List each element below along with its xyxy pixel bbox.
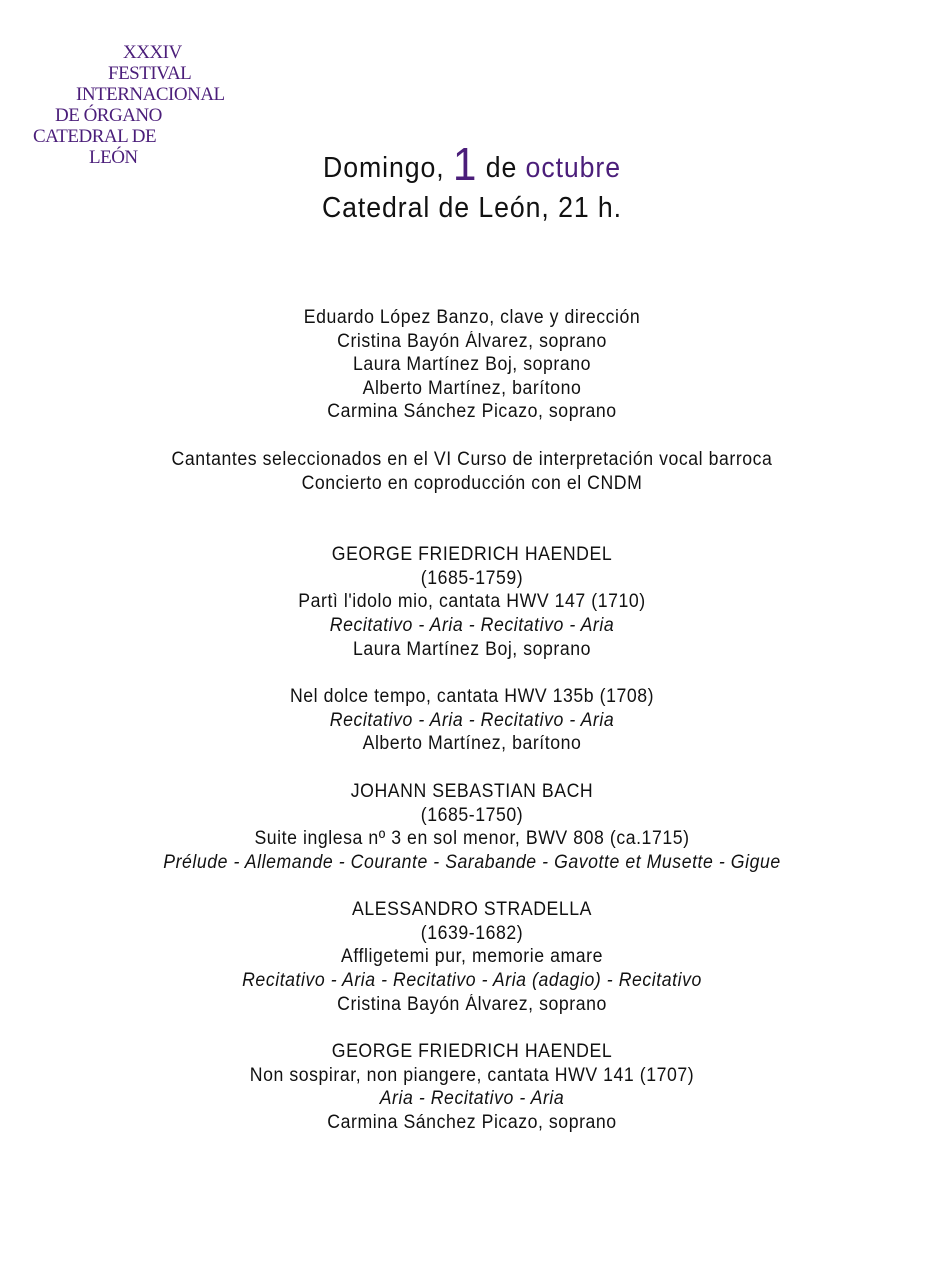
composer: ALESSANDRO STRADELLA [352, 899, 592, 921]
program-item [0, 780, 944, 874]
work-title: Partì l'idolo mio, cantata HWV 147 (1710) [298, 591, 646, 613]
work-title: Nel dolce tempo, cantata HWV 135b (1708) [289, 686, 655, 708]
work-title: Affligetemi pur, memorie amare [341, 946, 603, 968]
note: Concierto en coproducción con el CNDM [301, 472, 643, 494]
performer: Carmina Sánchez Picazo, soprano [327, 401, 617, 423]
work-performer: Alberto Martínez, barítono [362, 733, 582, 755]
logo-line: INTERNACIONAL [76, 84, 225, 105]
day-number: 1 [452, 138, 478, 190]
logo-line: LEÓN [89, 147, 138, 168]
composer: JOHANN SEBASTIAN BACH [350, 780, 594, 802]
date-preposition: de [485, 152, 518, 184]
concert-date [38, 138, 906, 190]
concert-notes [0, 448, 944, 495]
performer: Eduardo López Banzo, clave y dirección [303, 307, 641, 328]
logo-line: XXXIV [123, 42, 182, 63]
logo-line: DE ÓRGANO [55, 105, 162, 126]
program-item [0, 685, 944, 756]
program-item [0, 1040, 944, 1134]
program-item [0, 543, 944, 661]
composer-dates: (1685-1750) [420, 804, 524, 826]
performer: Cristina Bayón Álvarez, soprano [337, 330, 607, 352]
venue-time: Catedral de León, 21 h. [321, 192, 623, 224]
composer: GEORGE FRIEDRICH HAENDEL [331, 544, 613, 566]
weekday: Domingo, [323, 152, 445, 184]
work-performer: Laura Martínez Boj, soprano [352, 638, 592, 660]
performer: Alberto Martínez, barítono [362, 377, 582, 399]
program-item [0, 898, 944, 1016]
composer-dates: (1639-1682) [420, 922, 524, 944]
movements: Recitativo - Aria - Recitativo - Aria [329, 709, 615, 731]
movements: Recitativo - Aria - Recitativo - Aria (adagio) - Recitativo [242, 970, 702, 992]
movements: Prélude - Allemande - Courante - Sarabande - Gavotte et Musette - Gigue [163, 851, 781, 873]
work-title: Non sospirar, non piangere, cantata HWV 141 (1707) [249, 1064, 695, 1086]
work-performer: Cristina Bayón Álvarez, soprano [337, 993, 607, 1015]
concert-header [38, 138, 906, 226]
work-performer: Carmina Sánchez Picazo, soprano [327, 1112, 617, 1134]
logo-line: CATEDRAL DE [33, 126, 157, 147]
concert-program [0, 306, 944, 1135]
movements: Aria - Recitativo - Aria [379, 1088, 565, 1110]
composer-dates: (1685-1759) [420, 567, 524, 589]
note: Cantantes seleccionados en el VI Curso de interpretación vocal barroca [171, 448, 773, 470]
logo-line: FESTIVAL [108, 63, 192, 84]
month: octubre [525, 152, 621, 184]
composer: GEORGE FRIEDRICH HAENDEL [331, 1041, 613, 1063]
work-title: Suite inglesa nº 3 en sol menor, BWV 808 (ca.1715) [254, 828, 690, 850]
movements: Recitativo - Aria - Recitativo - Aria [329, 614, 615, 636]
performer: Laura Martínez Boj, soprano [352, 354, 592, 376]
performers-list [0, 306, 944, 424]
